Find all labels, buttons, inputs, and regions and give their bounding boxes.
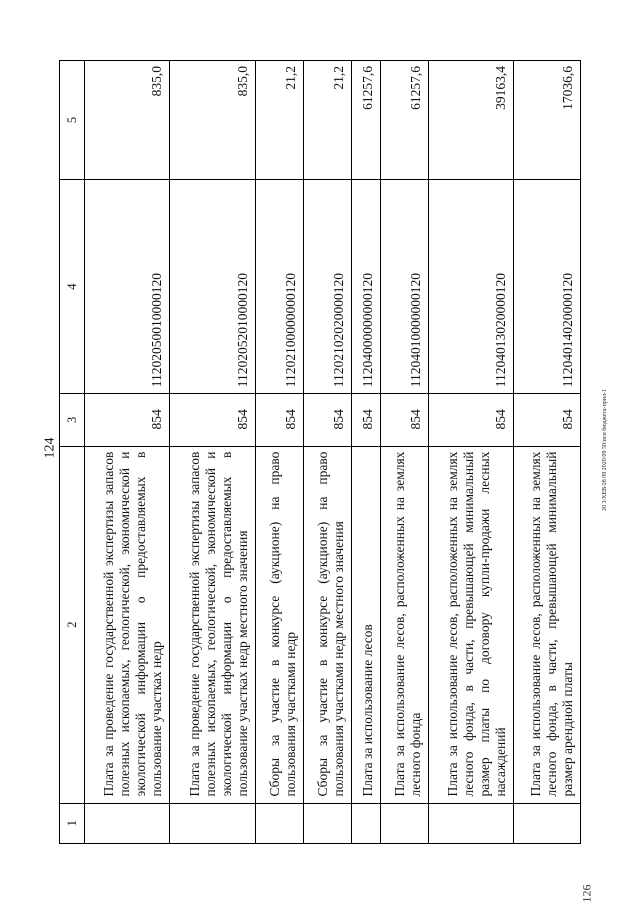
amount: 21,2 xyxy=(255,61,303,180)
income-description: Плата за использование лесов xyxy=(351,446,380,803)
administrator-code: 854 xyxy=(514,394,581,446)
income-description: Плата за проведение государственной экспертизы запасов полезных ископаемых, геологической, экономической и экологической информации о предоставляемых в пользование участках недр xyxy=(85,446,170,803)
amount: 39163,4 xyxy=(428,61,513,180)
header-col-1: 1 xyxy=(60,803,85,843)
row-blank-cell xyxy=(380,803,428,843)
row-blank-cell xyxy=(170,803,255,843)
table-row xyxy=(380,61,428,844)
table-row xyxy=(85,61,170,844)
table-row xyxy=(255,61,303,844)
table-row xyxy=(303,61,351,844)
income-description: Плата за проведение государственной экспертизы запасов полезных ископаемых, геологической, экономической и экологической информации о предоставляемых в пользование участках недр местного значения xyxy=(170,446,255,803)
budget-classification-code: 11202100000000120 xyxy=(255,180,303,394)
income-description: Сборы за участие в конкурсе (аукционе) на право пользования участками недр xyxy=(255,446,303,803)
budget-classification-code: 11204014020000120 xyxy=(514,180,581,394)
income-description: Плата за использование лесов, расположенных на землях лесного фонда, в части, превышающей минимальный размер платы по договору купли-продажи лесных насаждений xyxy=(428,446,513,803)
row-blank-cell xyxy=(351,803,380,843)
row-blank-cell xyxy=(303,803,351,843)
administrator-code: 854 xyxy=(303,394,351,446)
budget-table xyxy=(59,60,581,844)
budget-classification-code: 11202102020000120 xyxy=(303,180,351,394)
administrator-code: 854 xyxy=(351,394,380,446)
income-description: Плата за использование лесов, расположенных на землях лесного фонда, в части, превышающей минимальный размер арендной платы xyxy=(514,446,581,803)
budget-classification-code: 11204013020000120 xyxy=(428,180,513,394)
amount: 61257,6 xyxy=(351,61,380,180)
budget-classification-code: 11202050010000120 xyxy=(85,180,170,394)
row-blank-cell xyxy=(514,803,581,843)
table-row xyxy=(428,61,513,844)
income-description: Сборы за участие в конкурсе (аукционе) на право пользования участками недр местного значения xyxy=(303,446,351,803)
budget-table-container xyxy=(59,60,581,844)
amount: 835,0 xyxy=(85,61,170,180)
administrator-code: 854 xyxy=(170,394,255,446)
budget-classification-code: 11202052010000120 xyxy=(170,180,255,394)
header-col-2: 2 xyxy=(60,446,85,803)
table-row xyxy=(351,61,380,844)
row-blank-cell xyxy=(428,803,513,843)
corner-page-marker: 126 xyxy=(579,884,594,903)
administrator-code: 854 xyxy=(85,394,170,446)
amount: 17036,6 xyxy=(514,61,581,180)
amount: 835,0 xyxy=(170,61,255,180)
row-blank-cell xyxy=(85,803,170,843)
table-header-row xyxy=(60,61,85,844)
budget-classification-code: 11204010000000120 xyxy=(380,180,428,394)
amount: 21,2 xyxy=(303,61,351,180)
table-row xyxy=(170,61,255,844)
page-number: 124 xyxy=(42,437,58,459)
budget-classification-code: 11204000000000120 xyxy=(351,180,380,394)
row-blank-cell xyxy=(255,803,303,843)
header-col-4: 4 xyxy=(60,180,85,394)
administrator-code: 854 xyxy=(380,394,428,446)
administrator-code: 854 xyxy=(255,394,303,446)
document-footer-note: 20 3/ХЕВ/28 09 2020/09 50/исп бюджета-прил-1 xyxy=(602,388,608,512)
administrator-code: 854 xyxy=(428,394,513,446)
income-description: Плата за использование лесов, расположенных на землях лесного фонда xyxy=(380,446,428,803)
table-row xyxy=(514,61,581,844)
amount: 61257,6 xyxy=(380,61,428,180)
header-col-5: 5 xyxy=(60,61,85,180)
header-col-3: 3 xyxy=(60,394,85,446)
